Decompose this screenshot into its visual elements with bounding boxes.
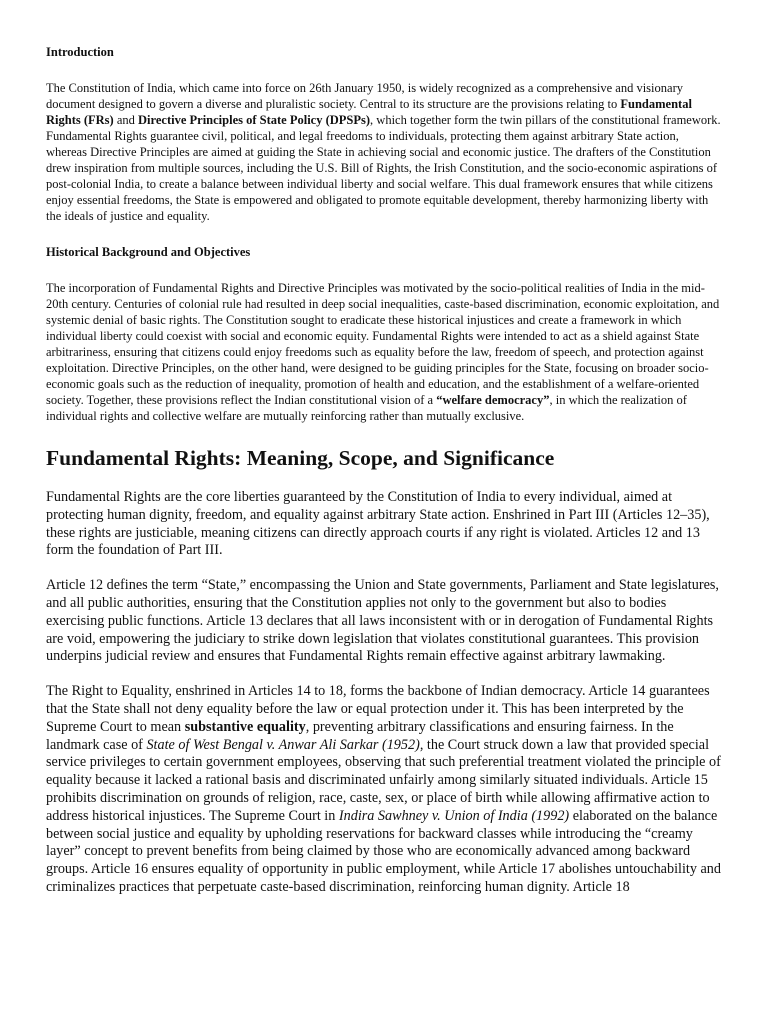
introduction-paragraph: [46, 80, 722, 224]
fundamental-rights-paragraph-3: [46, 683, 722, 897]
history-bold-welfare-democracy: “welfare democracy”: [436, 393, 550, 407]
introduction-heading: Introduction: [46, 45, 114, 59]
intro-bold-frs: Fundamental Rights (FRs): [46, 97, 692, 127]
historical-background-heading: Historical Background and Objectives: [46, 245, 251, 259]
intro-bold-dpsps: Directive Principles of State Policy (DPSPs): [138, 113, 371, 127]
fr3-text-2: , preventing arbitrary classifications and ensuring fairness. In the landmark case of: [46, 718, 674, 753]
history-text-2: , in which the realization of individual rights and collective welfare are mutually reinforcing rather than mutually exclusive.: [46, 393, 687, 423]
intro-text-3: , which together form the twin pillars of the constitutional framework. Fundamental Rights guarantee civil, political, and legal freedoms to individuals, protecting them against arbitrary State action, whereas Directive Principles are aimed at guiding the State in achieving social and economic justice. The drafters of the Constitution drew inspiration from multiple sources, including the U.S. Bill of Rights, the Irish Constitution, and the socio-economic aspirations of post-colonial India, to create a balance between individual liberty and social welfare. This dual framework ensures that while citizens enjoy essential freedoms, the State is empowered and obligated to promote equitable development, thereby harmonizing liberty with the ideals of justice and equality.: [46, 113, 721, 223]
fundamental-rights-paragraph-1: Fundamental Rights are the core liberties guaranteed by the Constitution of India to every individual, aimed at protecting human dignity, freedom, and equality against arbitrary State action. Enshrined in Part III (Articles 12–35), these rights are justiciable, meaning citizens can directly approach courts if any right is violated. Articles 12 and 13 form the foundation of Part III.: [46, 489, 710, 559]
fr3-case-indira-sawhney: Indira Sawhney v. Union of India (1992): [338, 807, 570, 824]
fr3-case-anwar-ali-sarkar: State of West Bengal v. Anwar Ali Sarkar (1952): [146, 736, 420, 753]
history-text-1: The incorporation of Fundamental Rights and Directive Principles was motivated by the socio-political realities of India in the mid-20th century. Centuries of colonial rule had resulted in deep social inequalities, caste-based discrimination, economic exploitation, and systemic denial of basic rights. The Constitution sought to eradicate these historical injustices and create a framework in which individual liberty could coexist with social and economic equity. Fundamental Rights were intended to act as a shield against State arbitrariness, ensuring that citizens could enjoy freedoms such as equality before the law, freedom of speech, and protection against exploitation. Directive Principles, on the other hand, were designed to be guiding principles for the State, focusing on broader socio-economic goals such as the reduction of inequality, promotion of health and education, and the establishment of a welfare-oriented society. Together, these provisions reflect the Indian constitutional vision of a: [46, 281, 720, 407]
fr3-text-3: , the Court struck down a law that provided special service privileges to certain government employees, observing that such preferential treatment violated the principle of equality because it lacked a rational basis and discriminated unfairly among similarly situated individuals. Article 15 prohibits discrimination on grounds of religion, race, caste, sex, or place of birth while allowing affirmative action to address historical injustices. The Supreme Court in: [46, 736, 721, 824]
intro-text-1: The Constitution of India, which came into force on 26th January 1950, is widely recognized as a comprehensive and visionary document designed to govern a diverse and pluralistic society. Central to its structure are the provisions relating to: [46, 81, 683, 111]
historical-background-paragraph: [46, 280, 722, 424]
fr3-text-4: elaborated on the balance between social justice and equality by upholding reservations for backward classes while introducing the “creamy layer” concept to prevent benefits from being claimed by those who are economically advanced among backward groups. Article 16 ensures equality of opportunity in public employment, while Article 17 abolishes untouchability and criminalizes practices that perpetuate caste-based discrimination, reinforcing human dignity. Article 18: [46, 807, 721, 895]
fr3-bold-substantive-equality: substantive equality: [184, 718, 306, 735]
fr3-text-1: The Right to Equality, enshrined in Articles 14 to 18, forms the backbone of Indian democracy. Article 14 guarantees that the State shall not deny equality before the law or equal protection under it. This has been interpreted by the Supreme Court to mean: [46, 683, 710, 735]
intro-text-2: and: [113, 113, 139, 127]
fundamental-rights-heading: Fundamental Rights: Meaning, Scope, and Significance: [46, 446, 555, 470]
fundamental-rights-paragraph-2: Article 12 defines the term “State,” encompassing the Union and State governments, Parliament and State legislatures, and all public authorities, ensuring that the Constitution applies not only to the government but also to bodies exercising public functions. Article 13 declares that all laws inconsistent with or in derogation of Fundamental Rights are void, empowering the judiciary to strike down legislation that violates constitutional guarantees. This provision underpins judicial review and ensures that Fundamental Rights remain effective against arbitrary lawmaking.: [46, 577, 719, 665]
